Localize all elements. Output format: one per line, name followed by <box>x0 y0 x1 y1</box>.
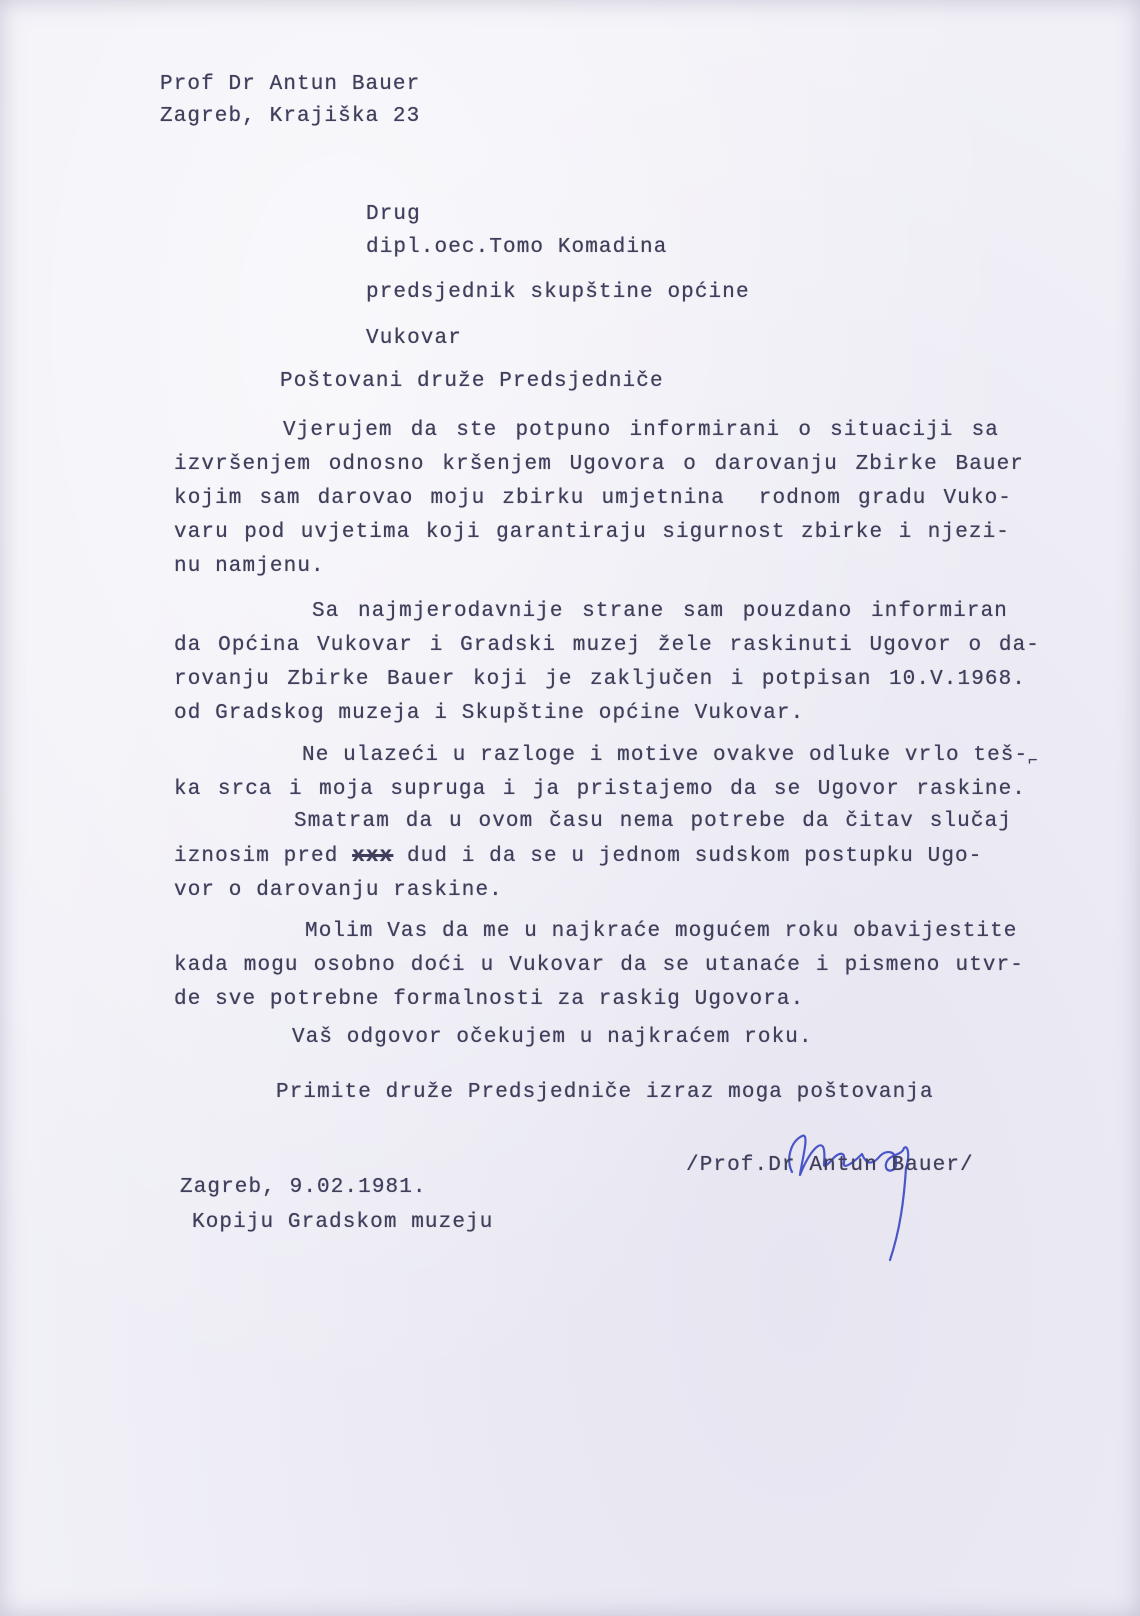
signature-name: /Prof.Dr Antun Bauer/ <box>686 1154 974 1177</box>
body-line: Sa najmjerodavnije strane sam pouzdano informiran <box>312 600 1008 623</box>
body-line: od Gradskog muzeja i Skupštine općine Vukovar. <box>174 702 805 725</box>
body-line: kada mogu osobno doći u Vukovar da se utanaće i pismeno utvr- <box>174 954 1024 977</box>
sender-address: Zagreb, Krajiška 23 <box>160 105 421 128</box>
recipient-city: Vukovar <box>366 327 462 350</box>
sender-name: Prof Dr Antun Bauer <box>160 73 421 96</box>
body-line: Molim Vas da me u najkraće mogućem roku obavijestite <box>305 920 1018 943</box>
body-line: Vjerujem da ste potpuno informirani o situaciji sa <box>283 419 999 442</box>
body-line-struck <box>174 844 1000 870</box>
body-line-part: iznosim pred <box>174 845 353 868</box>
body-line: nu namjenu. <box>174 555 325 578</box>
copy-note: Kopiju Gradskom muzeju <box>192 1211 494 1234</box>
greeting: Poštovani druže Predsjedniče <box>280 370 664 393</box>
body-line-part: dud i da se u jednom sudskom postupku Ugo- <box>393 845 983 868</box>
body-line: vor o darovanju raskine. <box>174 879 503 902</box>
recipient-salutation: Drug <box>366 203 421 226</box>
body-line: Smatram da u ovom času nema potrebe da čitav slučaj <box>294 810 1012 833</box>
body-line: Ne ulazeći u razloge i motive ovakve odluke vrlo teš- <box>302 744 1029 767</box>
stray-mark: ⌐ <box>1028 752 1039 770</box>
closing: Primite druže Predsjedniče izraz moga poštovanja <box>276 1081 934 1104</box>
recipient-title: predsjednik skupštine općine <box>366 281 750 304</box>
struck-text: xxx <box>352 845 394 868</box>
body-line: Vaš odgovor očekujem u najkraćem roku. <box>292 1026 813 1049</box>
place-date: Zagreb, 9.02.1981. <box>180 1176 427 1199</box>
body-line: ka srca i moja supruga i ja pristajemo da se Ugovor raskine. <box>174 778 1026 801</box>
body-line: de sve potrebne formalnosti za raskig Ugovora. <box>174 988 805 1011</box>
recipient-name: dipl.oec.Tomo Komadina <box>366 236 668 259</box>
body-line: izvršenjem odnosno kršenjem Ugovora o darovanju Zbirke Bauer <box>174 453 1024 476</box>
body-line: varu pod uvjetima koji garantiraju sigurnost zbirke i njezi- <box>174 521 1010 544</box>
handwritten-signature <box>780 1120 960 1280</box>
body-line: da Općina Vukovar i Gradski muzej žele raskinuti Ugovor o da- <box>174 634 1040 657</box>
body-line: rovanju Zbirke Bauer koji je zaključen i potpisan 10.V.1968. <box>174 668 1026 691</box>
body-line: kojim sam darovao moju zbirku umjetnina rodnom gradu Vuko- <box>174 487 1012 510</box>
